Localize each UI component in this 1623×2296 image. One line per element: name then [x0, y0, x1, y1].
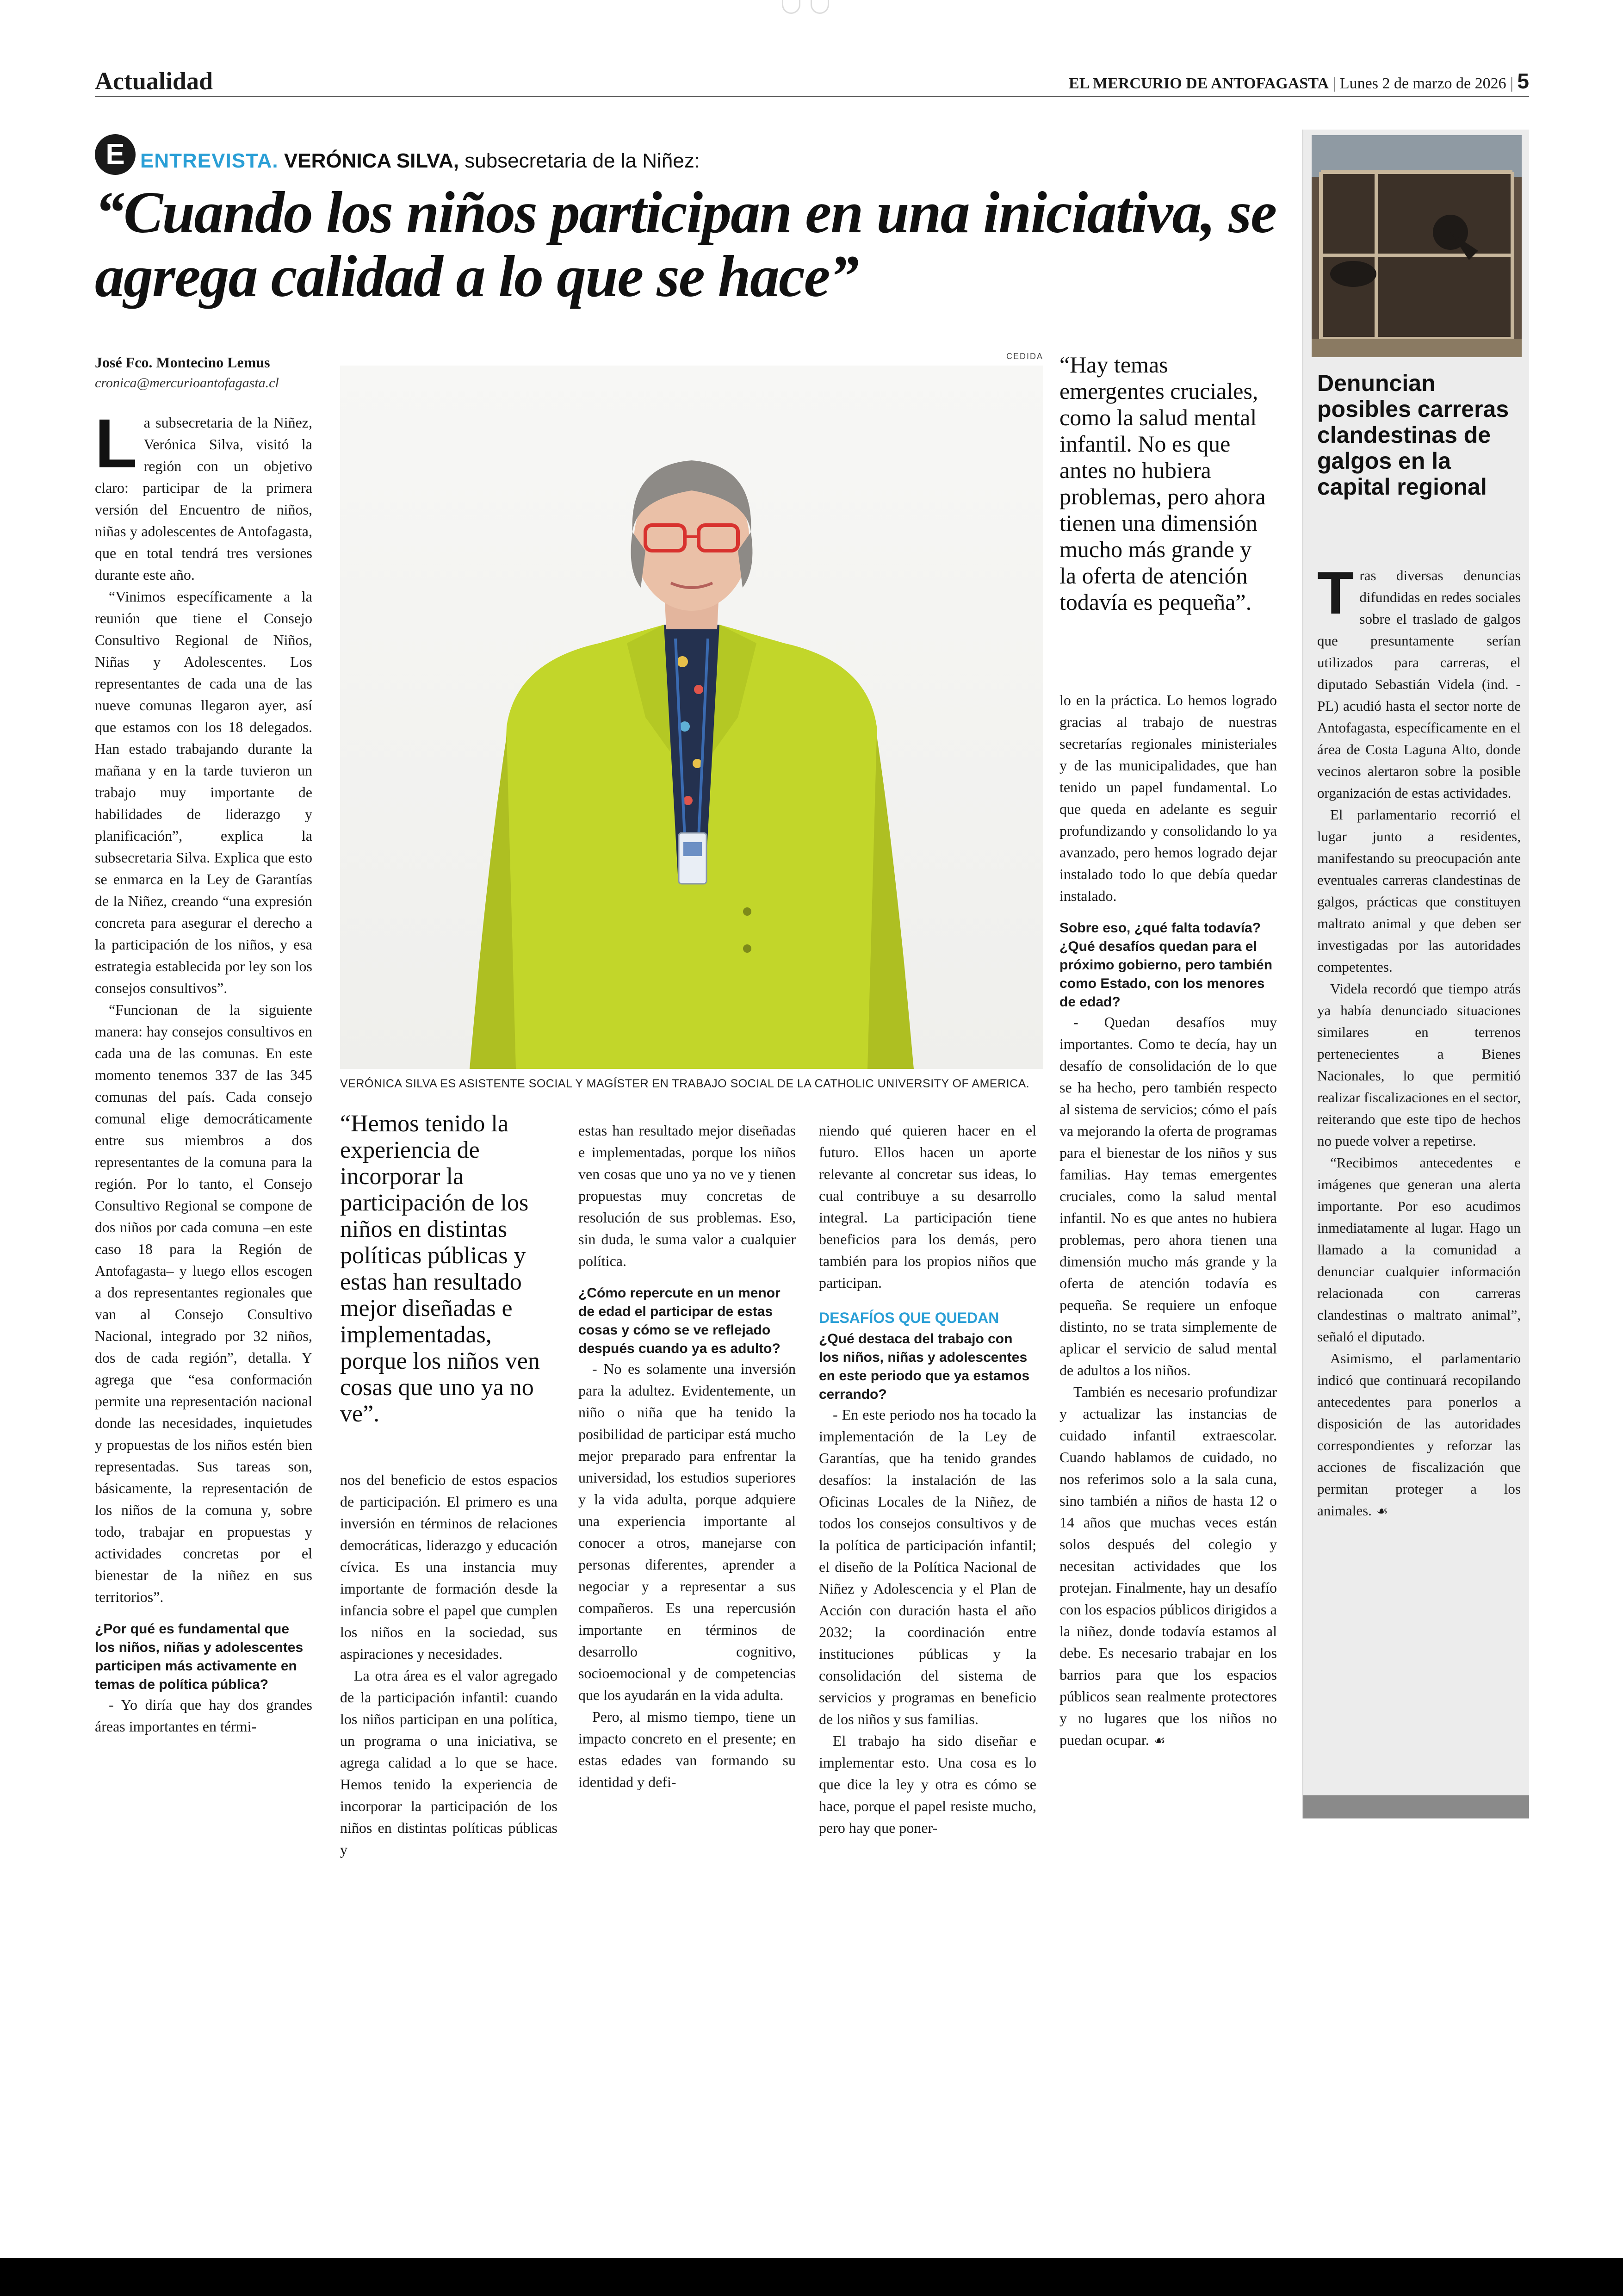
byline-author: José Fco. Montecino Lemus	[95, 354, 270, 371]
paper-info: EL MERCURIO DE ANTOFAGASTA | Lunes 2 de marzo de 2026 | 5	[1069, 69, 1529, 93]
paragraph: Asimismo, el parlamentario indicó que continuará recopilando antecedentes para ponerlos a disposición de las autoridades correspondientes y reforzar las acciones de fiscalización que permitan proteger a los animales.	[1317, 1350, 1521, 1519]
article-column-5	[1059, 689, 1277, 1751]
photo-credit: CEDIDA	[1006, 352, 1043, 361]
interview-question: ¿Cómo repercute en un menor de edad el participar de estas cosas y cómo se ve reflejado después cuando ya es adulto?	[578, 1285, 781, 1356]
dropcap: T	[1317, 559, 1354, 627]
pull-quote: “Hay temas emergentes cruciales, como la salud mental infantil. No es que antes no hubiera problemas, pero ahora tienen una dimensión mucho más grande y la oferta de atención todavía es pequeña”.	[1059, 352, 1266, 615]
sidebar-story	[1302, 130, 1529, 1818]
paragraph: lo en la práctica. Lo hemos logrado gracias al trabajo de nuestras secretarías regionales ministeriales y de las municipalidades, que han tenido un papel fundamental. Lo que queda en adelante es seguir profundizando y consolidando lo ya avanzado, pero hemos logrado dejar instalado todo lo que debía quedar instalado.	[1059, 692, 1277, 904]
byline-email[interactable]: cronica@mercurioantofagasta.cl	[95, 375, 279, 391]
page-indicator	[782, 0, 837, 14]
kicker-name: VERÓNICA SILVA,	[284, 149, 459, 172]
end-mark-icon: ☙	[1153, 1733, 1165, 1748]
section-name: Actualidad	[95, 67, 213, 95]
paragraph: niendo qué quieren hacer en el futuro. Ellos hacen un aporte relevante al concretar sus ideas, lo cual contribuye a su desarrollo integral. La participación tiene beneficios para los demás, pero también para los propios niños que participan.	[819, 1122, 1036, 1291]
portrait-photo	[340, 352, 1043, 1064]
kicker-label: ENTREVISTA.	[140, 149, 279, 172]
interview-question: ¿Qué destaca del trabajo con los niños, niñas y adolescentes en este periodo que ya estamos cerrando?	[819, 1331, 1030, 1402]
paragraph: - Yo diría que hay dos grandes áreas importantes en térmi-	[95, 1696, 312, 1735]
paragraph: Pero, al mismo tiempo, tiene un impacto concreto en el presente; en estas edades van formando su identidad y defi-	[578, 1708, 796, 1790]
article-column-4	[819, 1120, 1036, 1839]
paragraph: “Funcionan de la siguiente manera: hay consejos consultivos en cada una de las comunas. En este momento tenemos 337 de las 345 comunas del país. Cada consejo comunal elige democráticamente entre sus miembros a dos representantes de la comuna para la región. Por lo tanto, el Consejo Consultivo Regional se compone de dos niños por cada comuna –en este caso 18 para la Región de Antofagasta– y luego ellos escogen a dos representantes regionales que van al Consejo Consultivo Nacional, integrado por 32 niños, dos de cada región”, detalla. Y agrega que “esa conformación permite una representación nacional donde las necesidades, inquietudes y propuestas de los niños estén bien representadas. Sus tareas son, básicamente, la representación de los niños de la comuna y, sobre todo, trabajar en propuestas y actividades concretas por el bienestar de la niñez en sus territorios”.	[95, 1001, 312, 1605]
paragraph: La otra área es el valor agregado de la participación infantil: cuando los niños participan en una política, un programa o una iniciativa, se agrega calidad a lo que se hace. Hemos tenido la experiencia de incorporar la participación de los niños en distintas políticas públicas y	[340, 1667, 558, 1858]
page-dot[interactable]	[782, 0, 800, 14]
sidebar-footer-bar	[1303, 1795, 1529, 1818]
portrait-image	[340, 366, 1043, 1069]
kicker-role: subsecretaria de la Niñez:	[465, 149, 700, 172]
article-column-2	[340, 1469, 558, 1861]
masthead	[95, 65, 1529, 97]
page-dot[interactable]	[811, 0, 829, 14]
headline: “Cuando los niños participan en una iniciativa, se agrega calidad a lo que se hace”	[95, 180, 1276, 309]
newspaper-name: EL MERCURIO DE ANTOFAGASTA	[1069, 75, 1329, 92]
interview-question: ¿Por qué es fundamental que los niños, niñas y adolescentes participen más activamente en temas de política pública?	[95, 1621, 304, 1692]
paragraph: estas han resultado mejor diseñadas e implementadas, porque los niños ven cosas que uno ya no ve y tienen propuestas muy concretas de resolución de sus problemas. Eso, sin duda, le suma valor a cualquier política.	[578, 1122, 796, 1269]
paragraph: El trabajo ha sido diseñar e implementar esto. Una cosa es lo que dice la ley y otra es cómo se hace, porque el papel resiste mucho, pero hay que poner-	[819, 1732, 1036, 1836]
dog-crate-illustration	[1312, 135, 1522, 357]
sidebar-headline: Denuncian posibles carreras clandestinas de galgos en la capital regional	[1317, 370, 1509, 500]
interview-question: Sobre eso, ¿qué falta todavía? ¿Qué desafíos quedan para el próximo gobierno, pero también como Estado, con los menores de edad?	[1059, 920, 1273, 1010]
issue-date: Lunes 2 de marzo de 2026	[1339, 75, 1506, 92]
end-mark-icon: ☙	[1376, 1503, 1388, 1519]
newspaper-page	[95, 65, 1529, 1916]
article-column-3	[578, 1120, 796, 1793]
pull-quote: “Hemos tenido la experiencia de incorporar la participación de los niños en distintas políticas públicas y estas han resultado mejor diseñadas e implementadas, porque los niños ven cosas que uno ya no ve”.	[340, 1111, 540, 1427]
paragraph: nos del beneficio de estos espacios de participación. El primero es una inversión en términos de relaciones democráticas, liderazgo y educación cívica. Es una instancia muy importante de formación desde la infancia sobre el papel que cumplen los niños en la sociedad, sus aspiraciones y necesidades.	[340, 1471, 558, 1662]
portrait-illustration	[340, 366, 1043, 1069]
page-number: 5	[1517, 69, 1529, 93]
interview-badge-icon: E	[95, 134, 136, 175]
sidebar-photo	[1312, 135, 1522, 357]
article-column-1	[95, 352, 312, 1738]
dropcap: L	[95, 404, 137, 482]
paragraph: Videla recordó que tiempo atrás ya había denunciado situaciones similares en terrenos pertenecientes a Bienes Nacionales, lo que permitió realizar fiscalizaciones en el sector, reiterando que este tipo de hechos no puede volver a repetirse.	[1317, 980, 1521, 1149]
paragraph: También es necesario profundizar y actualizar las instancias de cuidado infantil extraescolar. Cuando hablamos de cuidado, no nos referimos solo a la sala cuna, sino también a niños de hasta 12 o 14 años que muchas veces están solos después del colegio y necesitan actividades que los protejan. Finalmente, hay un desafío con los espacios públicos dirigidos a la niñez, donde todavía estamos al debe. Es necesario trabajar en los barrios para que los espacios públicos sean realmente protectores y no lugares que los niños no puedan ocupar.	[1059, 1384, 1277, 1748]
paragraph: - En este periodo nos ha tocado la implementación de la Ley de Garantías, que ha tenido grandes desafíos: la instalación de las Oficinas Locales de la Niñez, de todos los consejos consultivos y de la política de participación infantil; el diseño de la Política Nacional de Niñez y Adolescencia y el Plan de Acción con duración hasta el año 2032; la coordinación entre instituciones públicas y la consolidación del sistema de servicios y programas en beneficio de los niños y sus familias.	[819, 1406, 1036, 1727]
paragraph: “Recibimos antecedentes e imágenes que generan una alerta importante. Por eso acudimos inmediatamente al lugar. Hago un llamado a la comunidad a denunciar cualquier información relacionada con carreras clandestinas o maltrato animal”, señaló el diputado.	[1317, 1154, 1521, 1345]
section-subhead: DESAFÍOS QUE QUEDAN	[819, 1309, 999, 1326]
paragraph: “Vinimos específicamente a la reunión que tiene el Consejo Consultivo Regional de Niños, Niñas y Adolescentes. Los representantes de cada una de las nueve comunas llegaron ayer, así que estamos con los 18 delegados. Han estado trabajando durante la mañana y en la tarde tuvieron un trabajo muy importante de habilidades de liderazgo y planificación”, explica la subsecretaria Silva. Explica que esto se enmarca en la Ley de Garantías de la Niñez, creando “una expresión concreta para asegurar el derecho a la participación de los niños, y esa estrategia establecida por ley son los consejos consultivos”.	[95, 588, 312, 996]
bottom-bar	[0, 2258, 1623, 2296]
paragraph: ras diversas denuncias difundidas en redes sociales sobre el traslado de galgos que presuntamente serían utilizados para carreras, el diputado Sebastián Videla (ind. - PL) acudió hasta el sector norte de Antofagasta, específicamente en el área de Costa Laguna Alto, donde vecinos alertaron sobre la posible organización de estas actividades.	[1317, 567, 1521, 801]
paragraph: - No es solamente una inversión para la adultez. Evidentemente, un niño o niña que ha tenido la posibilidad de participar está mucho mejor preparado para enfrentar la universidad, los estudios superiores y la vida adulta, porque adquiere una experiencia importante al conocer a otros, manejarse con personas diferentes, aprender a negociar y a representar a sus compañeros. Es una repercusión importante en términos de desarrollo cognitivo, socioemocional y de competencias que los ayudarán en la vida adulta.	[578, 1360, 796, 1703]
paragraph: El parlamentario recorrió el lugar junto a residentes, manifestando su preocupación ante eventuales carreras clandestinas de galgos, prácticas que constituyen maltrato animal y que deben ser investigadas por las autoridades competentes.	[1317, 807, 1521, 975]
paragraph: - Quedan desafíos muy importantes. Como te decía, hay un desafío de consolidación de lo que se ha hecho, pero también respecto al sistema de servicios; cómo el país va mejorando la oferta de programas para el bienestar de los niños y sus familias. Hay temas emergentes cruciales, como la salud mental infantil. No es que antes no hubiera problemas, pero ahora tienen una dimensión mucho más grande y la oferta de atención todavía es pequeña. Se requiere un enfoque distinto, no se trata simplemente de aplicar el servicio de salud mental de adultos a los niños.	[1059, 1014, 1277, 1378]
sidebar-body	[1317, 559, 1521, 1522]
paragraph: a subsecretaria de la Niñez, Verónica Silva, visitó la región con un objetivo claro: participar de la primera versión del Encuentro de niños, niñas y adolescentes de Antofagasta, que en total tendrá tres versiones durante este año.	[95, 414, 312, 583]
photo-caption: VERÓNICA SILVA ES ASISTENTE SOCIAL Y MAGÍSTER EN TRABAJO SOCIAL DE LA CATHOLIC UNIVERSITY OF AMERICA.	[340, 1077, 1030, 1090]
article-kicker	[95, 134, 700, 176]
